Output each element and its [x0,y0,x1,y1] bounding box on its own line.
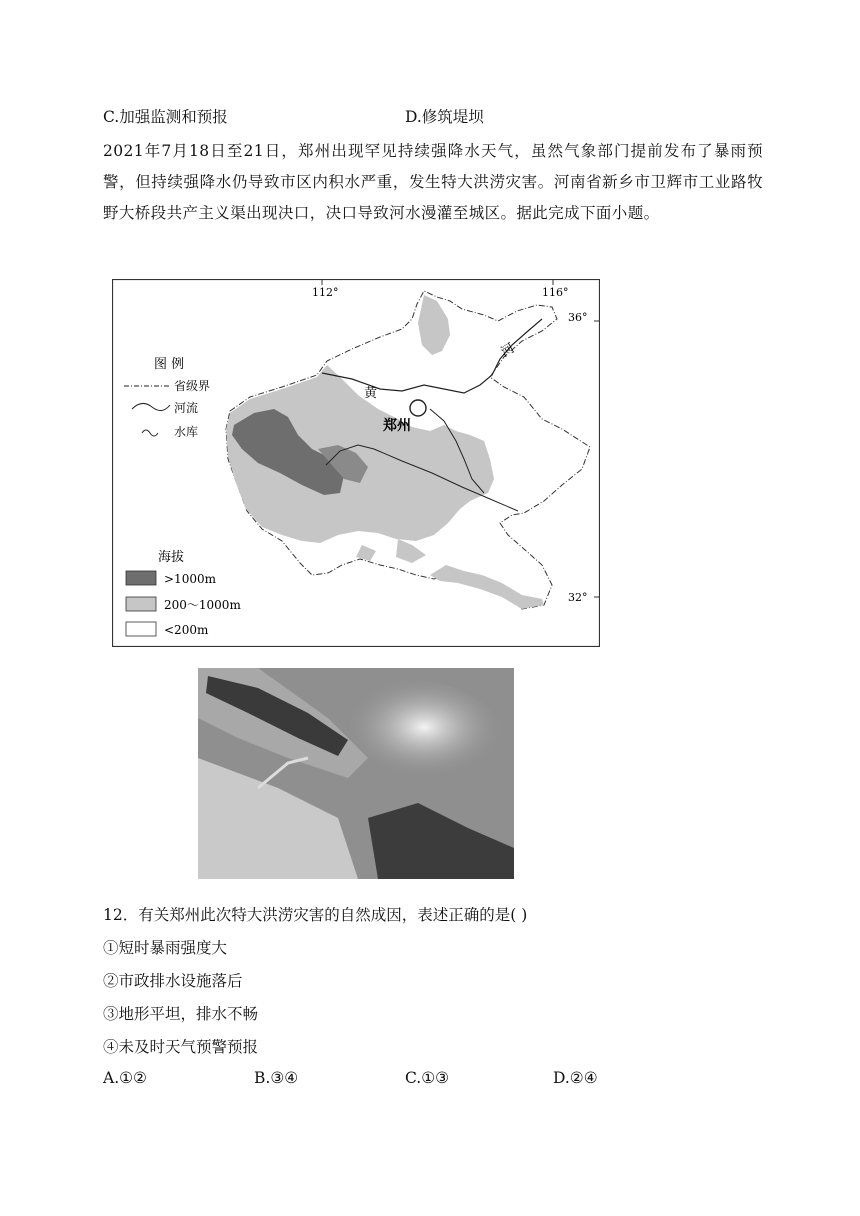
river-label-huang: 黄 [364,386,378,401]
legend-reservoir-label: 水库 [174,425,199,439]
zhengzhou-label: 郑州 [383,418,411,434]
elevation-title: 海拔 [158,550,185,565]
option-b: B.③④ [254,1069,299,1087]
option-a: A.①② [103,1069,147,1087]
option-d: D.②④ [553,1069,598,1087]
intro-paragraph: 2021年7月18日至21日，郑州出现罕见持续强降水天气，虽然气象部门提前发布了暴雨预警，但持续强降水仍导致市区内积水严重，发生特大洪涝灾害。河南省新乡市卫辉市工业路牧野大桥段共产主义渠出现决口，决口导致河水漫灌至城区。据此完成下面小题。 [103,142,763,222]
question-stem: 12．有关郑州此次特大洪涝灾害的自然成因，表述正确的是( ) [103,906,528,924]
swatch-mid [126,597,156,611]
photo-water-spray [288,678,508,818]
swatch-high [126,571,156,585]
elevation-high-label: >1000m [164,572,216,586]
option-c-prev: C.加强监测和预报 [103,108,228,126]
option-d-prev: D.修筑堤坝 [405,108,484,126]
lon-label-116: 116° [542,286,569,299]
statement-4: ④未及时天气预警预报 [103,1038,259,1056]
legend-title: 图 例 [154,357,185,372]
swatch-low [126,622,156,636]
elevation-low-label: <200m [164,623,209,637]
statement-2: ②市政排水设施落后 [103,972,243,990]
lon-label-112: 112° [312,286,339,299]
statement-3: ③地形平坦，排水不畅 [103,1005,259,1023]
river-label-he: 河 [498,340,518,361]
lat-label-36: 36° [568,311,588,324]
legend-border-label: 省级界 [174,379,211,393]
legend-river-label: 河流 [174,401,199,415]
henan-elevation-map [112,279,600,647]
elevation-mid-label: 200～1000m [164,598,241,612]
flood-breach-photo [198,668,514,879]
option-c: C.①③ [405,1069,450,1087]
lat-label-32: 32° [568,591,588,604]
statement-1: ①短时暴雨强度大 [103,939,228,957]
